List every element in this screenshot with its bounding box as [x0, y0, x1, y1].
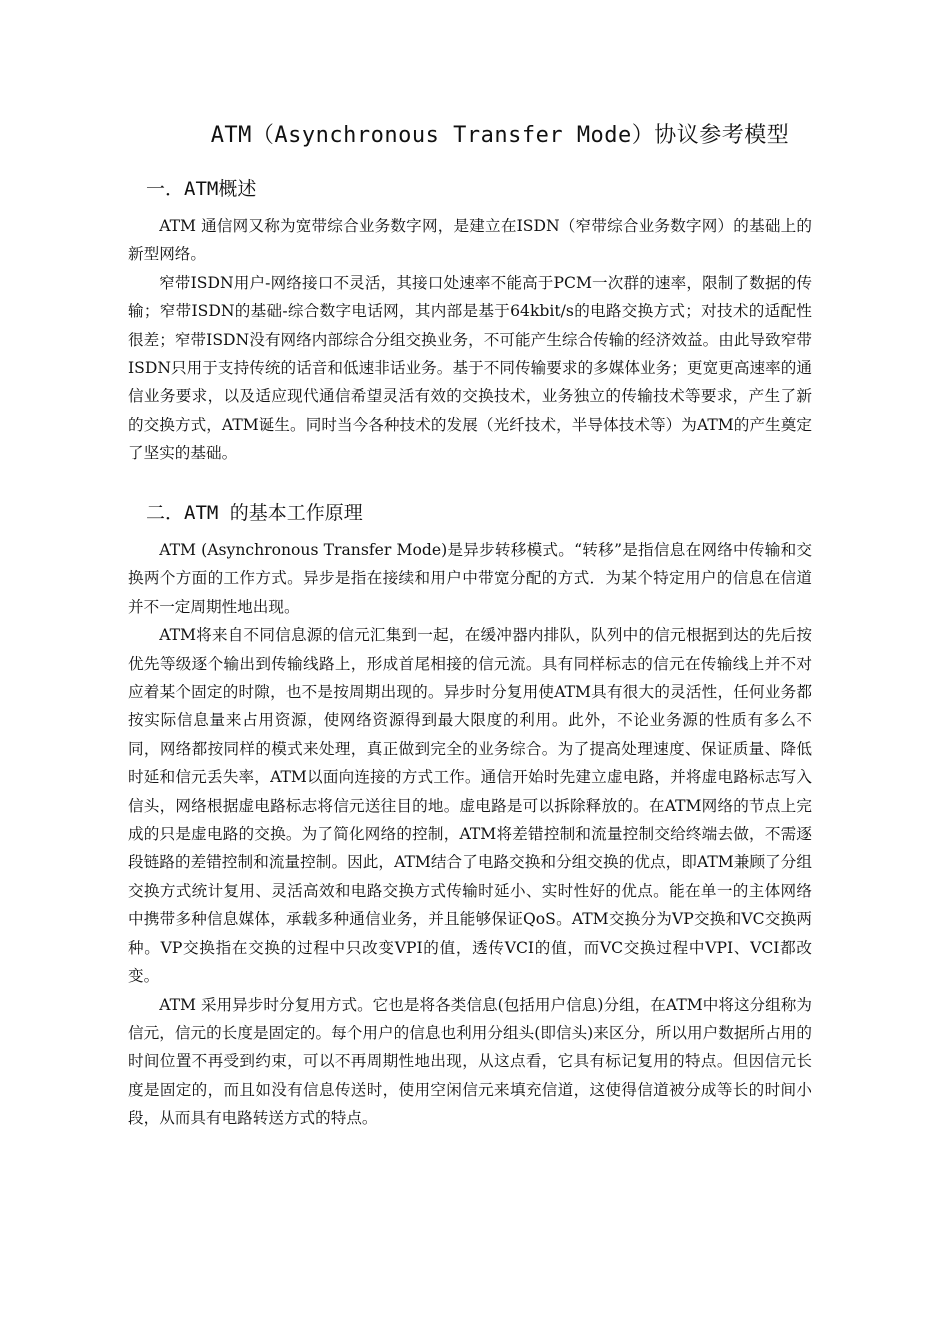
section-principle-body	[128, 536, 812, 1133]
paragraph: ATM (Asynchronous Transfer Mode)是异步转移模式。“转移”是指信息在网络中传输和交换两个方面的工作方式。异步是指在接续和用户中带宽分配的方式．为某个特定用户的信息在信道并不一定周期性地出现。	[128, 541, 812, 616]
section-heading-overview: 一．ATM概述	[146, 178, 257, 200]
paragraph: ATM 通信网又称为宽带综合业务数字网，是建立在ISDN（窄带综合业务数字网）的基础上的新型网络。	[128, 217, 812, 264]
paragraph: ATM将来自不同信息源的信元汇集到一起，在缓冲器内排队，队列中的信元根据到达的先后按优先等级逐个输出到传输线路上，形成首尾相接的信元流。具有同样标志的信元在传输线上并不对应着某个固定的时隙，也不是按周期出现的。异步时分复用使ATM具有很大的灵活性，任何业务都按实际信息量来占用资源，使网络资源得到最大限度的利用。此外，不论业务源的性质有多么不同，网络都按同样的模式来处理，真正做到完全的业务综合。为了提高处理速度、保证质量、降低时延和信元丢失率，ATM以面向连接的方式工作。通信开始时先建立虚电路，并将虚电路标志写入信头，网络根据虚电路标志将信元送往目的地。虚电路是可以拆除释放的。在ATM网络的节点上完成的只是虚电路的交换。为了简化网络的控制，ATM将差错控制和流量控制交给终端去做，不需逐段链路的差错控制和流量控制。因此，ATM结合了电路交换和分组交换的优点，即ATM兼顾了分组交换方式统计复用、灵活高效和电路交换方式传输时延小、实时性好的优点。能在单一的主体网络中携带多种信息媒体，承载多种通信业务，并且能够保证QoS。ATM交换分为VP交换和VC交换两种。VP交换指在交换的过程中只改变VPI的值，透传VCI的值，而VC交换过程中VPI、VCI都改变。	[128, 626, 812, 986]
document-title: ATM（Asynchronous Transfer Mode）协议参考模型	[210, 123, 790, 148]
paragraph: 窄带ISDN用户-网络接口不灵活，其接口处速率不能高于PCM一次群的速率，限制了数据的传输；窄带ISDN的基础-综合数字电话网，其内部是基于64kbit/s的电路交换方式；对技术的适配性很差；窄带ISDN没有网络内部综合分组交换业务，不可能产生综合传输的经济效益。由此导致窄带ISDN只用于支持传统的话音和低速非话业务。基于不同传输要求的多媒体业务；更宽更高速率的通信业务要求，以及适应现代通信希望灵活有效的交换技术，业务独立的传输技术等要求，产生了新的交换方式，ATM诞生。同时当今各种技术的发展（光纤技术，半导体技术等）为ATM的产生奠定了坚实的基础。	[128, 273, 812, 463]
section-overview-body	[128, 212, 812, 468]
paragraph: ATM 采用异步时分复用方式。它也是将各类信息(包括用户信息)分组，在ATM中将这分组称为信元，信元的长度是固定的。每个用户的信息也利用分组头(即信头)来区分，所以用户数据所占用的时间位置不再受到约束，可以不再周期性地出现，从这点看，它具有标记复用的特点。但因信元长度是固定的，而且如没有信息传送时，使用空闲信元来填充信道，这使得信道被分成等长的时间小段，从而具有电路转送方式的特点。	[128, 995, 812, 1128]
section-heading-principle: 二．ATM 的基本工作原理	[146, 502, 363, 524]
